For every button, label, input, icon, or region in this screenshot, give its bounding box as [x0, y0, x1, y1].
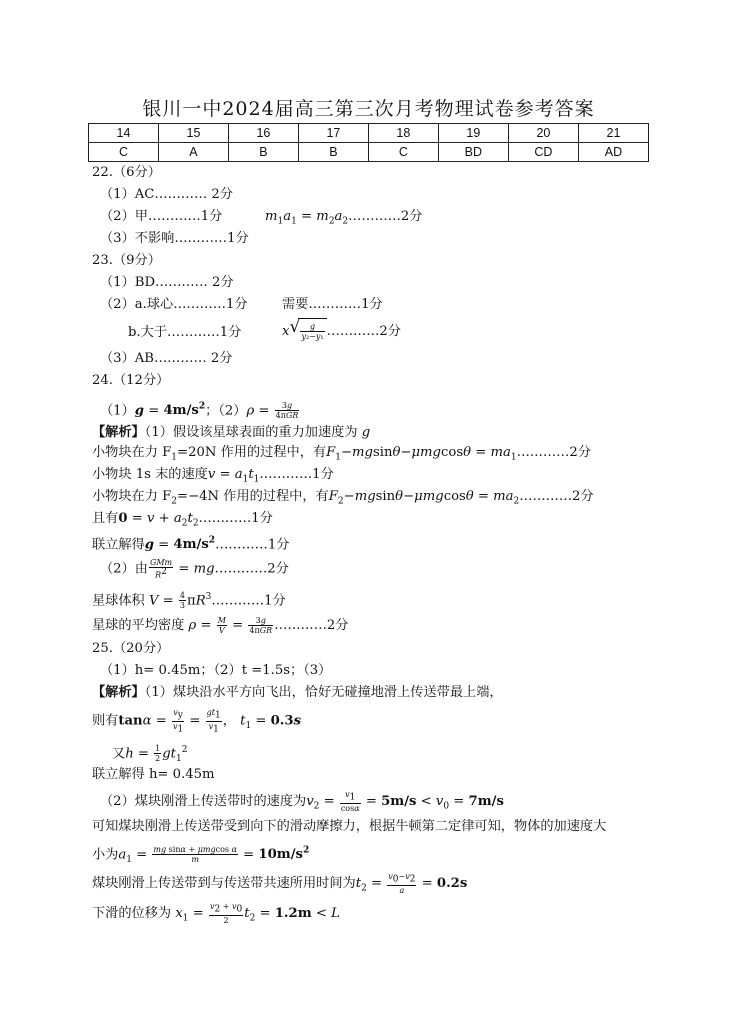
- table-cell: 14: [89, 124, 159, 143]
- score: …………1分: [211, 593, 286, 609]
- table-cell: 17: [298, 124, 368, 143]
- text: 联立解得: [92, 537, 145, 553]
- score: …………2分: [516, 445, 591, 460]
- q23-line-3b: x √ $\frac{g}{\text{y₂−y₁}}$ …………2分: [282, 318, 401, 345]
- table-cell: 19: [438, 124, 508, 143]
- q24-force2: 小物块在力 $F_2=-4N$ 作用的过程中，有$F_2-mgsin\theta-\mu mgcos\theta$ = $ma_2\dots\dots\dots\dots 2$分: [92, 489, 594, 507]
- score: …………1分: [198, 511, 273, 526]
- text: （2）煤块刚滑上传送带时的速度为: [100, 793, 307, 809]
- analysis-tag: 【解析】: [92, 685, 145, 700]
- q24-force1: 小物块在力 $F_1=20N$ 作用的过程中，有$F_1-mgsin\theta-\mu mgcos\theta$ = $ma_1\dots\dots\dots\dots 2$分: [92, 445, 591, 463]
- q22-score: …………2分: [348, 209, 423, 224]
- text: 星球体积: [92, 593, 145, 609]
- answer-row: [89, 143, 649, 162]
- q25-v2: （2）煤块刚滑上传送带时的速度为$v_2$ = $\frac{v_1}{\cos\alpha}$ = $5m/s < v_0 = 7m/s$: [100, 790, 504, 813]
- q24-velocity: 小物块 1s 末的速度$v = a_1t_1\dots\dots\dots\dots 1$分: [92, 467, 334, 485]
- table-cell: BD: [438, 143, 508, 162]
- q24-ans-prefix: （1）: [100, 403, 135, 419]
- text: 且有: [92, 511, 119, 526]
- score: …………2分: [274, 618, 349, 633]
- table-cell: C: [89, 143, 159, 162]
- q23-line-2b: 需要…………1分: [282, 297, 383, 312]
- table-cell: CD: [508, 143, 578, 162]
- text: 小物块在力 F: [92, 489, 172, 504]
- q24-volume: 星球体积 V = $\frac{4}{3}$ $\pi R^3\dots\dots\dots\dots 1$分: [92, 591, 286, 611]
- page-title: 银川一中2024届高三第三次月考物理试卷参考答案: [142, 98, 595, 120]
- table-cell: 20: [508, 124, 578, 143]
- q23-score: …………2分: [326, 324, 401, 339]
- text: 小物块在力 F: [92, 445, 172, 460]
- table-cell: 21: [578, 124, 648, 143]
- q25-height: 又h = $\frac{1}{2}$ $gt_1^2$: [112, 744, 188, 765]
- answer-table: [88, 123, 649, 162]
- q24-answer: $(1)g = 4m/s^2$；（2）ρ = $\frac{3g}{\text{4πGR}}$: [100, 401, 299, 421]
- q24-header: 24.（12分）: [92, 373, 170, 388]
- q22-line-1: （1）AC………… 2分: [100, 187, 233, 202]
- q25-solve: 联立解得 h= 0.45m: [92, 767, 215, 782]
- q25-displacement: 下滑的位移为 $x_1$ = $\frac{v_2 + v_0}{2}$ $t_2 = 1.2m < L$: [92, 902, 340, 925]
- q25-header: 25.（20分）: [92, 641, 170, 656]
- text: 小为: [92, 847, 119, 863]
- text: 小物块 1s 末的速度: [92, 467, 208, 482]
- q23-line-2a: （2）a.球心…………1分: [100, 297, 248, 312]
- q23-line-4: （3）AB………… 2分: [100, 351, 233, 366]
- q24-solve: 联立解得$g = 4m/s^2\dots\dots\dots\dots 1$分: [92, 536, 290, 553]
- q23-line-1: （1）BD………… 2分: [100, 275, 234, 290]
- q25-tan: 则有tanα = $\frac{v_y}{v_1}$ = $\frac{gt_1}{v_1}$ ， $t_1 = 0.3s$: [92, 708, 301, 735]
- table-cell: B: [298, 143, 368, 162]
- table-cell: A: [158, 143, 228, 162]
- score: …………1分: [215, 537, 290, 553]
- table-cell: B: [228, 143, 298, 162]
- text: 又: [112, 746, 126, 762]
- table-cell: C: [368, 143, 438, 162]
- q22-line-2a: （2）甲…………1分: [100, 209, 223, 224]
- text: =−4N 作用的过程中，有: [177, 489, 329, 504]
- text: 星球的平均密度: [92, 618, 185, 633]
- q22-header: 22.（6分）: [92, 165, 161, 180]
- score: …………2分: [519, 489, 594, 504]
- q24-analysis: 【解析】（1）假设该星球表面的重力加速度为 g: [92, 425, 371, 440]
- q25-analysis: [92, 684, 503, 702]
- q24-density: 星球的平均密度 ρ = $\frac{M}{V}$ = $\frac{3g}{\text{4πGR}}$ …………2分: [92, 616, 349, 635]
- text: 则有: [92, 713, 119, 729]
- text: 下滑的位移为: [92, 905, 172, 921]
- text: （2）由: [100, 561, 148, 577]
- table-cell: AD: [578, 143, 648, 162]
- text: =20N 作用的过程中，有: [177, 445, 327, 460]
- question-number-row: [89, 124, 649, 143]
- q25-answer: （1）h= 0.45m；（2）t =1.5s；（3）: [100, 663, 332, 678]
- q25-force: 可知煤块刚滑上传送带受到向下的滑动摩擦力，根据牛顿第二定律可知，物体的加速度大: [92, 819, 607, 834]
- q24-ans-mid: ；（2）: [205, 403, 247, 419]
- q24-analysis-text: （1）假设该星球表面的重力加速度为: [144, 425, 358, 440]
- q24-gravity: （2）由 $\frac{\text{GMm}}{R^2}$ = mg…………2分: [100, 558, 289, 580]
- q22-line-2b: $m_1a_1$ = $m_2a_2\dots\dots\dots\dots 2$分: [265, 209, 423, 227]
- q23-header: 23.（9分）: [92, 253, 161, 268]
- q24-zero: 且有$0 = v + a_2t_2\dots\dots\dots\dots 1$分: [92, 511, 273, 529]
- q22-line-3: （3）不影响…………1分: [100, 231, 249, 246]
- q25-accel: 小为$a_1$ = $\frac{\text{mg sinα + μmgcos α}}{m}$ = $10m/s^2$: [92, 845, 310, 866]
- table-cell: 18: [368, 124, 438, 143]
- score: …………1分: [259, 467, 334, 482]
- score: …………2分: [214, 561, 289, 577]
- text: 煤块刚滑上传送带到与传送带共速所用时间为: [92, 875, 356, 891]
- q25-analysis-text: （1）煤块沿水平方向飞出，恰好无碰撞地滑上传送带最上端，: [144, 685, 503, 700]
- sqrt-expression: √ $\frac{g}{\text{y₂−y₁}}$: [289, 318, 326, 345]
- q23-line-3a: b.大于…………1分: [128, 325, 242, 340]
- q25-time: 煤块刚滑上传送带到与传送带共速所用时间为$t_2$ = $\frac{v_0-v_2}{a}$ = 0.2s: [92, 872, 468, 895]
- table-cell: 16: [228, 124, 298, 143]
- table-cell: 15: [158, 124, 228, 143]
- analysis-tag: 【解析】: [92, 425, 145, 440]
